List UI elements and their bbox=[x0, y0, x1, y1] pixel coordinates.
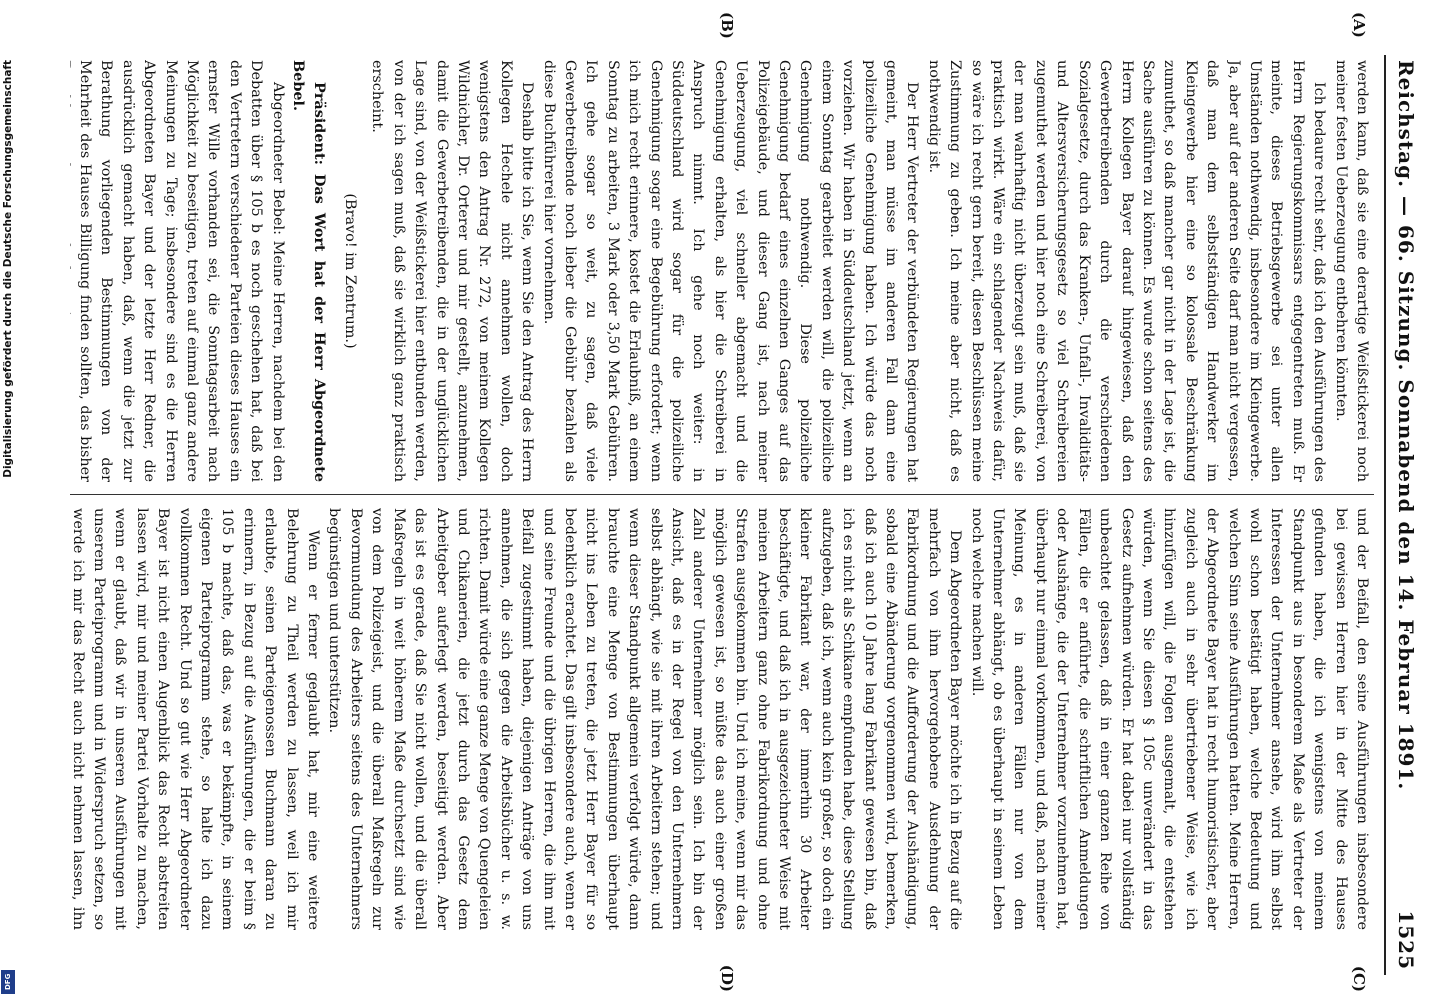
page-number: 1525 bbox=[1394, 910, 1418, 970]
paragraph: Wenn er ferner geglaubt hat, mir eine weitere Belehrung zu Theil werden zu lassen, weil ich mir erlaubte, seinen Parteigenossen Buchmann daran zu erinnern, in Bezug auf die Ausführungen, die er beim § 105 b machte, daß das, was er bekämpfte, in seinem eigenen Parteiprogramm stehe, so halte ich dazu vollkommen Recht. Und so gut wie Herr Abgeordneter Bayer ist nicht einen Augenblick das Recht abstreiten lassen wird, mir und meiner Partei Vorhalte zu machen, wenn er glaubt, daß wir in unseren Ausführungen mit unserem Parteiprogramm und in Widerspruch setzen, so werde ich mir das Recht auch nicht nehmen lassen, ihn bbox=[70, 508, 322, 930]
interjection: (Bravo! im Zentrum.) bbox=[341, 193, 358, 349]
footer-credit bbox=[2, 60, 16, 990]
footer-note: Digitalisierung gefördert durch die Deutsche Forschungsgemeinschaft bbox=[2, 60, 14, 478]
paragraph: Abgeordneter Bebel: Meine Herren, nachdem bei den Debatten über § 105 b es noch geschehen hat, daß bei den Vertretern verschiedener Parteien dieses Hauses ein ernster Wille vorhanden sei, die Sonntagsarbeit nach Möglichkeit zu beseitigen, treten auf einmal ganz andere Meinungen zu Tage; insbesondere sind es die Herren Abgeordneten Bayer und der letzte Herr Redner, die ausdrücklich gemacht haben, daß, wenn die jetzt zur Berathung vorliegenden Bestimmungen von der Mehrheit des Hauses Billigung finden sollten, das bisher bbox=[77, 60, 286, 482]
paragraph: Der Herr Vertreter der verbündeten Regierungen hat gemeint, man müsse im anderen Fall dann eine polizeiliche Genehmigung haben. Ich würde das noch vorziehen. Wir haben in Süddeutschland jetzt, wenn an einem Sonntag gearbeitet werden will, die polizeiliche Genehmigung nothwendig. Diese polizeiliche Genehmigung bedarf eines einzelnen Ganges auf das Polizeigebäude, und dieser Gang ist, nach meiner Ueberzeugung, viel schneller abgemacht und die Genehmigung erhalten, als hier die Schreiberei in Anspruch nimmt. Ich gehe noch weiter: in Süddeutschland wird sogar für die polizeiliche Genehmigung sogar eine Begebührung erfordert; wenn ich mich recht erinnere, kostet die Erlaubniß, an einem Sonntag zu arbeiten, 3 Mark oder 3,50 Mark Gebühren. Ich gehe sogar so weit, zu sagen, daß viele Gewerbetreibende noch lieber die Gebühr bezahlen als diese Buchführerei hier vornehmen. bbox=[540, 60, 921, 482]
speaker-announcement: Präsident: Das Wort hat der Herr Abgeordnete Bebel. bbox=[290, 60, 329, 482]
page-header bbox=[1384, 60, 1418, 970]
right-column bbox=[70, 508, 1372, 930]
paragraph: Ich bedaure recht sehr, daß ich den Ausführungen des Herrn Regierungskommissars entgegentreten muß. Er meinte, dieses Betriebsgewerbe sei unter allen Umständen nothwendig, insbesondere im Kleingewerbe. Ja, aber auf der anderen Seite darf man nicht vergessen, daß man dem selbstständigen Handwerker im Kleingewerbe hier eine so kolossale Beschränkung zumuthet, so daß mancher gar nicht in der Lage ist, die Sache ausführen zu können. Es wurde schon seitens des Herrn Kollegen Bayer darauf hingewiesen, daß den Gewerbetreibenden durch die verschiedenen Sozialgesetze, durch das Kranken-, Unfall-, Invaliditäts- und Altersversicherungsgesetz so viel Schreibereien zugemuthet werden und hier noch eine Schreiberei, von der man wahrhaftig nicht überzeugt sein muß, daß sie praktisch wirkt. Wäre ein schlagender Nachweis dafür, so wäre ich recht gern bereit, diesen Beschlüssen meine Zustimmung zu geben. Ich meine aber nicht, daß es nothwendig ist. bbox=[925, 60, 1328, 482]
paragraph: Deshalb bitte ich Sie, wenn Sie den Antrag des Herrn Kollegen Hechele nicht annehmen wollen, doch wenigstens den Antrag Nr. 272, von meinem Kollegen Wildnichler, Dr. Orterer und mir gestellt, anzunehmen, damit die Gewerbetreibenden, die in der unglücklichen Lage sind, von der Weißstickerei hier entbunden werden, von der ich sagen muß, daß sie wirklich ganz praktisch erscheint. bbox=[369, 60, 536, 482]
paragraph: und der Beifall, den seine Ausführungen insbesondere bei gewissen Herren hier in der Mitte des Hauses gefunden haben, die ich wenigstens von meinem Standpunkt aus in besonderem Maße als Vertreter der Interessen der Unternehmer ansehe, wird ihm selbst wohl schon bestätigt haben, welche Bedeutung und welchen Sinn seine Ausführungen hatten. Meine Herren, der Abgeordnete Bayer hat in recht humoristischer, aber zugleich auch in sehr übertriebener Weise, wie ich hinzufügen will, die Folgen ausgemalt, die entstehen würden, wenn Sie diesen § 105c unverändert in das Gesetz aufnehmen würden. Er hat dabei nur vollständig unbeachtet gelassen, daß in einer ganzen Reihe von Fällen, die er anführte, die schriftlichen Anmeldungen oder Aushänge, die der Unternehmer vorzunehmen hat, überhaupt nur einmal vorkommen, und daß, nach meiner Meinung, es in anderen Fällen nur von dem Unternehmer abhängt, ob es überhaupt in seinem Leben noch welche machen will. bbox=[968, 508, 1370, 930]
header-rule bbox=[1384, 55, 1386, 975]
margin-marker-d: (D) bbox=[718, 964, 736, 992]
paragraph: Dem Abgeordneten Bayer möchte ich in Bezug auf die mehrfach von ihm hervorgehobene Ausdehnung der Fabrikordnung und die Aufforderung der Aushändigung, sobald eine Abänderung vorgenommen wird, bemerken, daß ich auch 10 Jahre lang Fabrikant gewesen bin, daß ich es nicht als Schikane empfunden habe, diese Stellung aufzugeben, daß ich, wenn auch kein großer, so doch ein kleiner Fabrikant war, der immerhin 30 Arbeiter beschäftigte, und daß ich in ausgezeichneter Weise mit meinen Arbeitern ganz ohne Fabrikordnung und ohne Strafen ausgekommen bin. Und ich meine, wenn mir das möglich gewesen ist, so müßte das auch einer großen Zahl anderer Unternehmer möglich sein. Ich bin der Ansicht, daß es in der Regel von den Unternehmern selbst abhängt, wie sie mit ihren Arbeitern stehen; und wenn dieser Standpunkt allgemein verfolgt würde, dann brauchte eine Menge von Bestimmungen überhaupt nicht ins Leben zu treten, die jetzt Herr Bayer für so bedenklich erachtet. Das gilt insbesondere auch, wenn er und seine Freunde und die übrigen Herren, die ihm mit Beifall zugestimmt haben, diejenigen Anträge von uns annehmen, die sich gegen die Arbeitsbücher u. s. w. richten. Damit würde eine ganze Menge von Quengeleien und Chikanerien, die jetzt durch das Gesetz dem Arbeitgeber auferlegt werden, beseitigt werden. Aber das ist es gerade, daß Sie nicht wollen, und die überall Maßregeln in weit höherem Maße durchsetzt sind wie von dem Polizeigeist, und die überall Maßregeln zur Bevormundung des Arbeiters seitens des Unternehmers begünstigen und unterstützen. bbox=[326, 508, 964, 930]
header-title: Reichstag. — 66. Sitzung. Sonnabend den 14. Februar 1891. bbox=[1394, 60, 1418, 791]
column-divider bbox=[70, 494, 1374, 495]
margin-marker-a: (A) bbox=[1350, 12, 1368, 38]
paragraph: werden kann, daß sie eine derartige Weißstickerei noch meiner festen Ueberzeugung entbehren könnten. bbox=[1332, 60, 1370, 482]
margin-marker-b: (B) bbox=[718, 12, 736, 39]
dfg-logo: DFG bbox=[1, 970, 15, 994]
left-column bbox=[70, 60, 1372, 482]
margin-marker-c: (C) bbox=[1350, 965, 1368, 992]
